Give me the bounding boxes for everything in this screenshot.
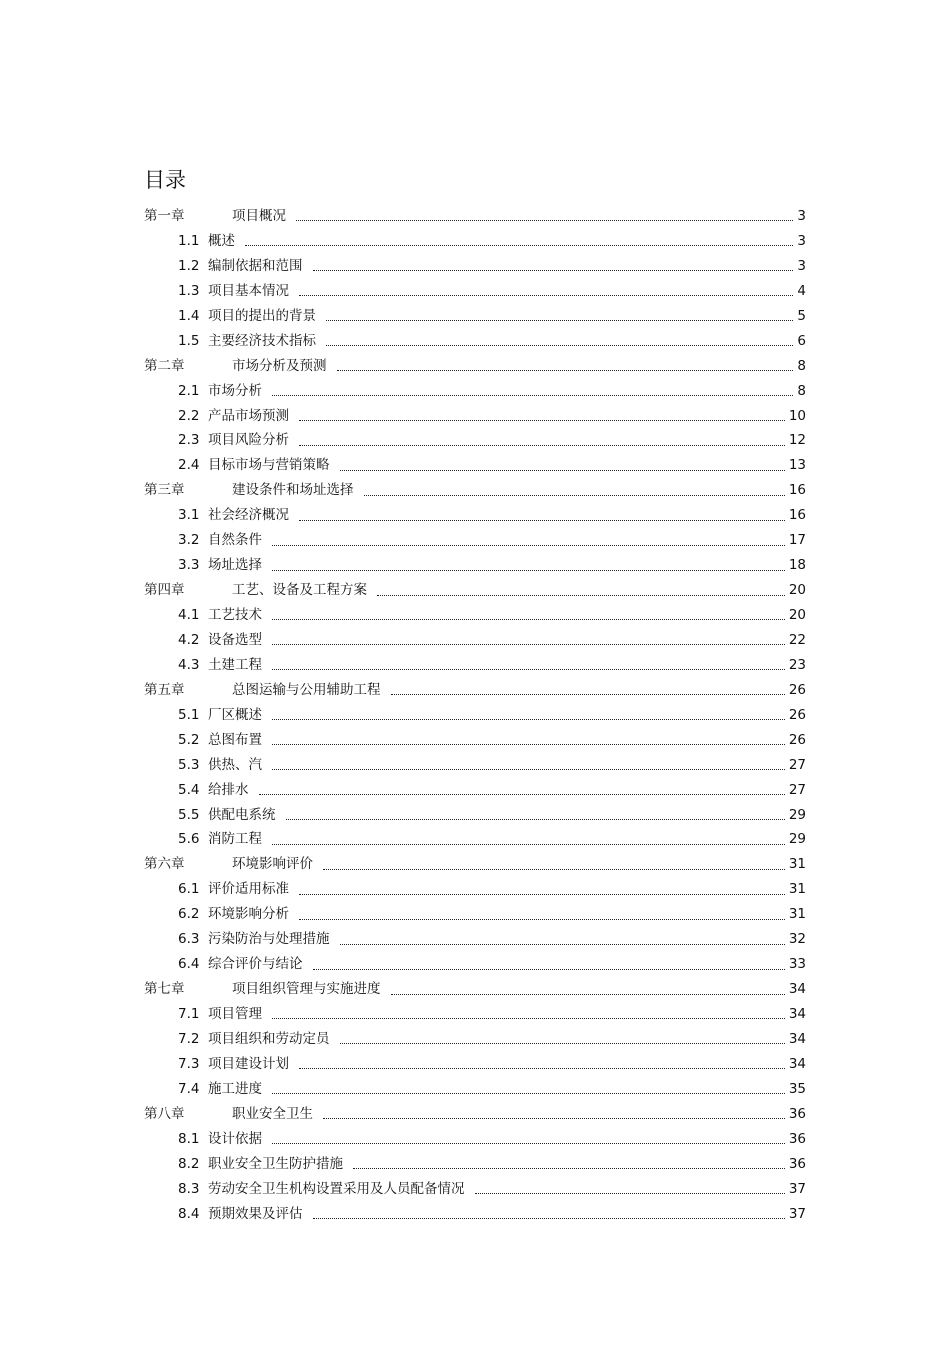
toc-section-entry[interactable] [0,528,806,553]
section-title: 主要经济技术指标 [208,332,316,349]
page-number: 6 [797,332,806,349]
page-number: 27 [788,781,806,798]
dot-leader [259,793,785,795]
section-number: 4.3 [178,656,200,673]
page-number: 16 [788,482,806,499]
section-title: 劳动安全卫生机构设置采用及人员配备情况 [208,1180,465,1197]
toc-section-entry[interactable] [0,1077,806,1102]
toc-section-entry[interactable] [0,902,806,927]
dot-leader [340,1042,785,1044]
toc-section-entry[interactable] [0,1152,806,1177]
section-number: 7.1 [178,1006,200,1022]
section-title: 概述 [208,232,235,249]
dot-leader [337,369,794,371]
dot-leader [353,1167,785,1169]
section-title: 给排水 [208,781,249,798]
dot-leader [326,344,793,346]
toc-section-entry[interactable] [0,952,806,977]
toc-section-entry[interactable] [0,703,806,728]
chapter-number: 第四章 [144,582,185,599]
section-number: 1.1 [178,232,200,249]
toc-chapter-entry[interactable] [0,204,806,229]
section-number: 3.1 [178,507,200,524]
section-title: 供热、汽 [208,756,262,773]
section-number: 1.3 [178,282,200,299]
dot-leader [340,469,785,471]
section-number: 5.3 [178,756,200,773]
section-title: 施工进度 [208,1080,262,1097]
section-number: 8.1 [178,1130,200,1147]
section-title: 项目管理 [208,1006,262,1022]
page-number: 3 [797,208,806,224]
page-number: 3 [797,257,806,274]
dot-leader [272,768,785,770]
chapter-title: 工艺、设备及工程方案 [232,582,367,599]
dot-leader [313,269,794,271]
toc-section-entry[interactable] [0,453,806,478]
toc-section-entry[interactable] [0,304,806,329]
section-number: 4.1 [178,607,200,623]
section-number: 7.3 [178,1055,200,1072]
section-title: 评价适用标准 [208,881,289,898]
toc-section-entry[interactable] [0,503,806,528]
dot-leader [313,1217,785,1219]
toc-chapter-entry[interactable] [0,354,806,379]
section-title: 目标市场与营销策略 [208,457,330,474]
dot-leader [272,544,785,546]
dot-leader [299,1067,785,1069]
chapter-number: 第七章 [144,981,185,998]
page-number: 36 [788,1155,806,1172]
toc-section-entry[interactable] [0,1002,806,1027]
page-number: 17 [788,532,806,549]
dot-leader [391,693,785,695]
chapter-number: 第一章 [144,208,185,224]
toc-section-entry[interactable] [0,428,806,453]
toc-section-entry[interactable] [0,728,806,753]
toc-section-entry[interactable] [0,827,806,852]
page-number: 37 [788,1180,806,1197]
dot-leader [272,394,793,396]
chapter-number: 第三章 [144,482,185,499]
dot-leader [286,818,785,820]
toc-section-entry[interactable] [0,1027,806,1052]
chapter-number: 第六章 [144,856,185,873]
section-number: 5.4 [178,781,200,798]
section-title: 土建工程 [208,656,262,673]
dot-leader [475,1192,785,1194]
page-number: 20 [788,607,806,623]
toc-chapter-entry[interactable] [0,852,806,877]
toc-section-entry[interactable] [0,279,806,304]
section-number: 6.2 [178,906,200,923]
toc-section-entry[interactable] [0,404,806,429]
dot-leader [391,993,785,995]
page-number: 20 [788,582,806,599]
section-title: 产品市场预测 [208,407,289,424]
section-number: 5.5 [178,806,200,823]
dot-leader [323,868,785,870]
page-number: 16 [788,507,806,524]
dot-leader [272,1017,785,1019]
dot-leader [272,618,785,620]
section-number: 1.2 [178,257,200,274]
page-number: 36 [788,1105,806,1122]
section-title: 环境影响分析 [208,906,289,923]
toc-list [0,204,950,1226]
section-title: 设备选型 [208,631,262,648]
section-number: 6.1 [178,881,200,898]
section-title: 消防工程 [208,831,262,848]
dot-leader [299,519,785,521]
page-number: 22 [788,631,806,648]
section-title: 项目的提出的背景 [208,307,316,324]
page-number: 26 [788,681,806,698]
dot-leader [326,319,793,321]
toc-section-entry[interactable] [0,1052,806,1077]
section-number: 2.1 [178,382,200,399]
page-number: 31 [788,881,806,898]
page-number: 13 [788,457,806,474]
chapter-title: 环境影响评价 [232,856,313,873]
dot-leader [299,893,785,895]
toc-section-entry[interactable] [0,753,806,778]
toc-section-entry[interactable] [0,1127,806,1152]
section-number: 7.2 [178,1030,200,1047]
section-title: 预期效果及评估 [208,1205,303,1222]
page-number: 29 [788,831,806,848]
chapter-title: 建设条件和场址选择 [232,482,354,499]
section-number: 3.3 [178,557,200,574]
dot-leader [296,219,793,221]
section-number: 3.2 [178,532,200,549]
toc-chapter-entry[interactable] [0,977,806,1002]
section-title: 设计依据 [208,1130,262,1147]
dot-leader [272,668,785,670]
page-number: 23 [788,656,806,673]
section-number: 5.6 [178,831,200,848]
section-title: 项目基本情况 [208,282,289,299]
chapter-title: 项目概况 [232,208,286,224]
section-title: 场址选择 [208,557,262,574]
chapter-number: 第五章 [144,681,185,698]
dot-leader [299,918,785,920]
section-title: 职业安全卫生防护措施 [208,1155,343,1172]
chapter-number: 第八章 [144,1105,185,1122]
section-number: 1.5 [178,332,200,349]
toc-section-entry[interactable] [0,379,806,404]
dot-leader [272,718,785,720]
section-number: 8.3 [178,1180,200,1197]
toc-section-entry[interactable] [0,927,806,952]
dot-leader [272,743,785,745]
toc-chapter-entry[interactable] [0,478,806,503]
section-title: 市场分析 [208,382,262,399]
dot-leader [299,419,785,421]
chapter-title: 项目组织管理与实施进度 [232,981,381,998]
section-title: 项目建设计划 [208,1055,289,1072]
section-number: 7.4 [178,1080,200,1097]
section-title: 综合评价与结论 [208,956,303,973]
section-number: 6.4 [178,956,200,973]
section-title: 厂区概述 [208,706,262,723]
section-title: 项目风险分析 [208,432,289,449]
dot-leader [299,444,785,446]
page-number: 34 [788,1055,806,1072]
dot-leader [377,594,785,596]
page-number: 26 [788,706,806,723]
section-number: 5.2 [178,731,200,748]
page-number: 33 [788,956,806,973]
page-number: 32 [788,931,806,948]
section-number: 4.2 [178,631,200,648]
toc-section-entry[interactable] [0,628,806,653]
dot-leader [272,569,785,571]
toc-section-entry[interactable] [0,1177,806,1202]
section-number: 1.4 [178,307,200,324]
toc-chapter-entry[interactable] [0,578,806,603]
toc-section-entry[interactable] [0,877,806,902]
toc-section-entry[interactable] [0,803,806,828]
section-title: 自然条件 [208,532,262,549]
page-number: 31 [788,856,806,873]
toc-section-entry[interactable] [0,254,806,279]
page-number: 37 [788,1205,806,1222]
page-number: 8 [797,357,806,374]
page-number: 34 [788,1006,806,1022]
section-title: 社会经济概况 [208,507,289,524]
section-number: 2.4 [178,457,200,474]
toc-section-entry[interactable] [0,553,806,578]
toc-section-entry[interactable] [0,1202,806,1227]
section-title: 供配电系统 [208,806,276,823]
page-number: 31 [788,906,806,923]
dot-leader [272,843,785,845]
page-number: 35 [788,1080,806,1097]
section-number: 2.3 [178,432,200,449]
page-number: 8 [797,382,806,399]
chapter-title: 市场分析及预测 [232,357,327,374]
dot-leader [299,294,793,296]
section-number: 8.4 [178,1205,200,1222]
page-number: 36 [788,1130,806,1147]
dot-leader [323,1117,785,1119]
toc-chapter-entry[interactable] [0,1102,806,1127]
section-title: 总图布置 [208,731,262,748]
page-number: 4 [797,282,806,299]
toc-section-entry[interactable] [0,778,806,803]
page-number: 5 [797,307,806,324]
section-number: 2.2 [178,407,200,424]
section-number: 5.1 [178,706,200,723]
page-number: 29 [788,806,806,823]
page-number: 3 [797,232,806,249]
page-number: 26 [788,731,806,748]
page-number: 27 [788,756,806,773]
page-number: 10 [788,407,806,424]
toc-section-entry[interactable] [0,329,806,354]
dot-leader [272,1142,785,1144]
toc-section-entry[interactable] [0,229,806,254]
dot-leader [364,494,785,496]
section-title: 项目组织和劳动定员 [208,1030,330,1047]
chapter-title: 总图运输与公用辅助工程 [232,681,381,698]
toc-chapter-entry[interactable] [0,678,806,703]
section-number: 8.2 [178,1155,200,1172]
section-title: 工艺技术 [208,607,262,623]
dot-leader [245,244,793,246]
page-number: 34 [788,1030,806,1047]
section-title: 污染防治与处理措施 [208,931,330,948]
chapter-number: 第二章 [144,357,185,374]
dot-leader [340,943,785,945]
page-number: 12 [788,432,806,449]
section-title: 编制依据和范围 [208,257,303,274]
dot-leader [272,643,785,645]
chapter-title: 职业安全卫生 [232,1105,313,1122]
page-number: 18 [788,557,806,574]
toc-title: 目录 [144,168,186,192]
toc-section-entry[interactable] [0,603,806,628]
dot-leader [272,1092,785,1094]
toc-section-entry[interactable] [0,653,806,678]
page-number: 34 [788,981,806,998]
dot-leader [313,968,785,970]
section-number: 6.3 [178,931,200,948]
